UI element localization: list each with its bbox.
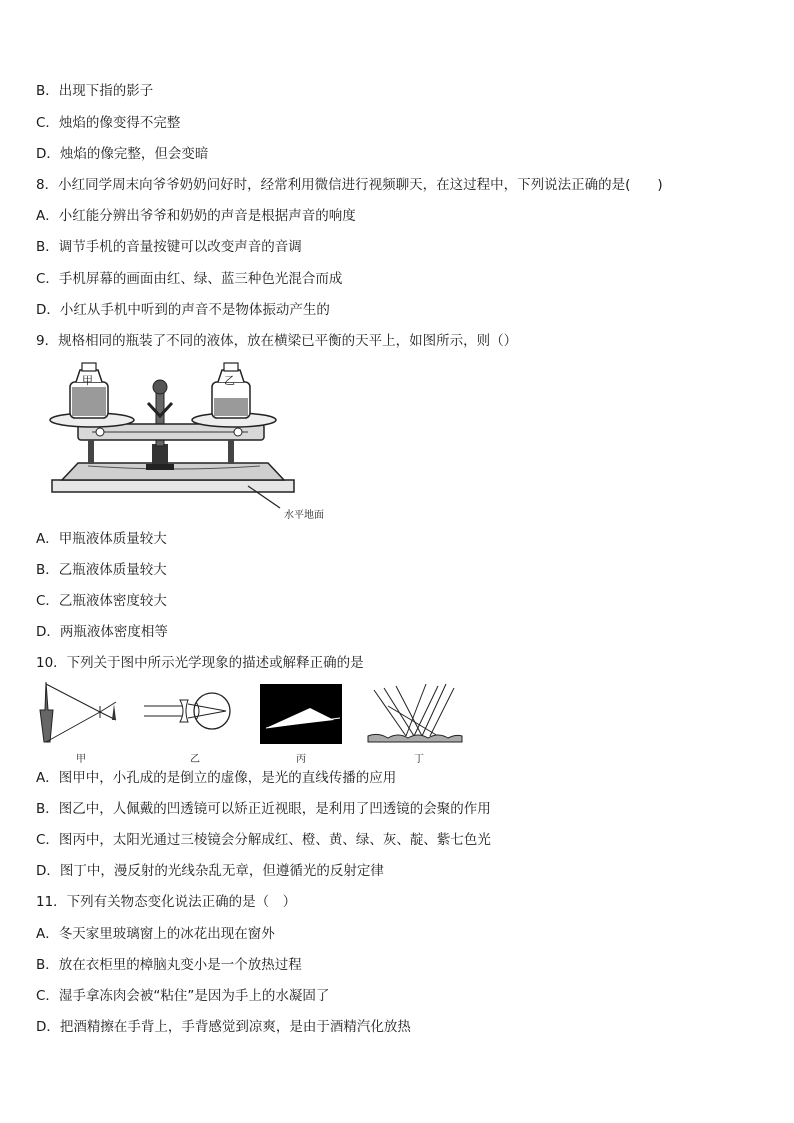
caption-ding: 丁 [414, 754, 424, 765]
q11-stem: 11．下列有关物态变化说法正确的是（ ） [36, 894, 297, 910]
q7-option-d: D．烛焰的像完整，但会变暗 [36, 146, 209, 162]
q9-stem: 9．规格相同的瓶装了不同的液体，放在横梁已平衡的天平上，如图所示，则（） [36, 333, 518, 349]
prism-diagram [260, 684, 342, 744]
balance-scale-drawing [48, 360, 348, 522]
q8-option-b: B．调节手机的音量按键可以改变声音的音调 [36, 239, 302, 255]
eye-diagram [144, 693, 230, 729]
optics-drawings [34, 680, 464, 750]
balance-figure [48, 360, 348, 522]
q8-option-d: D．小红从手机中听到的声音不是物体振动产生的 [36, 302, 330, 318]
q10-option-b: B．图乙中，人佩戴的凹透镜可以矫正近视眼，是利用了凹透镜的会聚的作用 [36, 801, 491, 817]
caption-jia: 甲 [76, 754, 86, 765]
q9-option-a: A．甲瓶液体质量较大 [36, 531, 167, 547]
ground-label: 水平地面 [284, 510, 324, 521]
pinhole-diagram [40, 682, 116, 742]
bottle-right-label: 乙 [224, 374, 235, 387]
diffuse-reflection-diagram [368, 684, 462, 742]
q7-option-c: C．烛焰的像变得不完整 [36, 115, 181, 131]
q9-option-c: C．乙瓶液体密度较大 [36, 593, 167, 609]
q11-option-d: D．把酒精擦在手背上，手背感觉到凉爽，是由于酒精汽化放热 [36, 1019, 411, 1035]
q8-option-a: A．小红能分辨出爷爷和奶奶的声音是根据声音的响度 [36, 208, 356, 224]
q8-stem: 8．小红同学周末向爷爷奶奶问好时，经常利用微信进行视频聊天，在这过程中，下列说法正确的是( ) [36, 177, 663, 193]
q8-option-c: C．手机屏幕的画面由红、绿、蓝三种色光混合而成 [36, 271, 343, 287]
q9-option-b: B．乙瓶液体质量较大 [36, 562, 167, 578]
caption-yi: 乙 [190, 754, 200, 765]
q9-option-d: D．两瓶液体密度相等 [36, 624, 168, 640]
q10-option-a: A．图甲中，小孔成的是倒立的虚像，是光的直线传播的应用 [36, 770, 397, 786]
q10-stem: 10．下列关于图中所示光学现象的描述或解释正确的是 [36, 655, 364, 671]
q11-option-a: A．冬天家里玻璃窗上的冰花出现在窗外 [36, 926, 275, 942]
q10-option-d: D．图丁中，漫反射的光线杂乱无章，但遵循光的反射定律 [36, 863, 384, 879]
q7-option-b: B．出现下指的影子 [36, 83, 154, 99]
q11-option-b: B．放在衣柜里的樟脑丸变小是一个放热过程 [36, 957, 302, 973]
bottle-left-label: 甲 [82, 374, 93, 387]
optics-figures [34, 680, 464, 764]
q10-option-c: C．图丙中，太阳光通过三棱镜会分解成红、橙、黄、绿、灰、靛、紫七色光 [36, 832, 491, 848]
caption-bing: 丙 [296, 754, 306, 765]
q11-option-c: C．湿手拿冻肉会被“粘住”是因为手上的水凝固了 [36, 988, 330, 1004]
